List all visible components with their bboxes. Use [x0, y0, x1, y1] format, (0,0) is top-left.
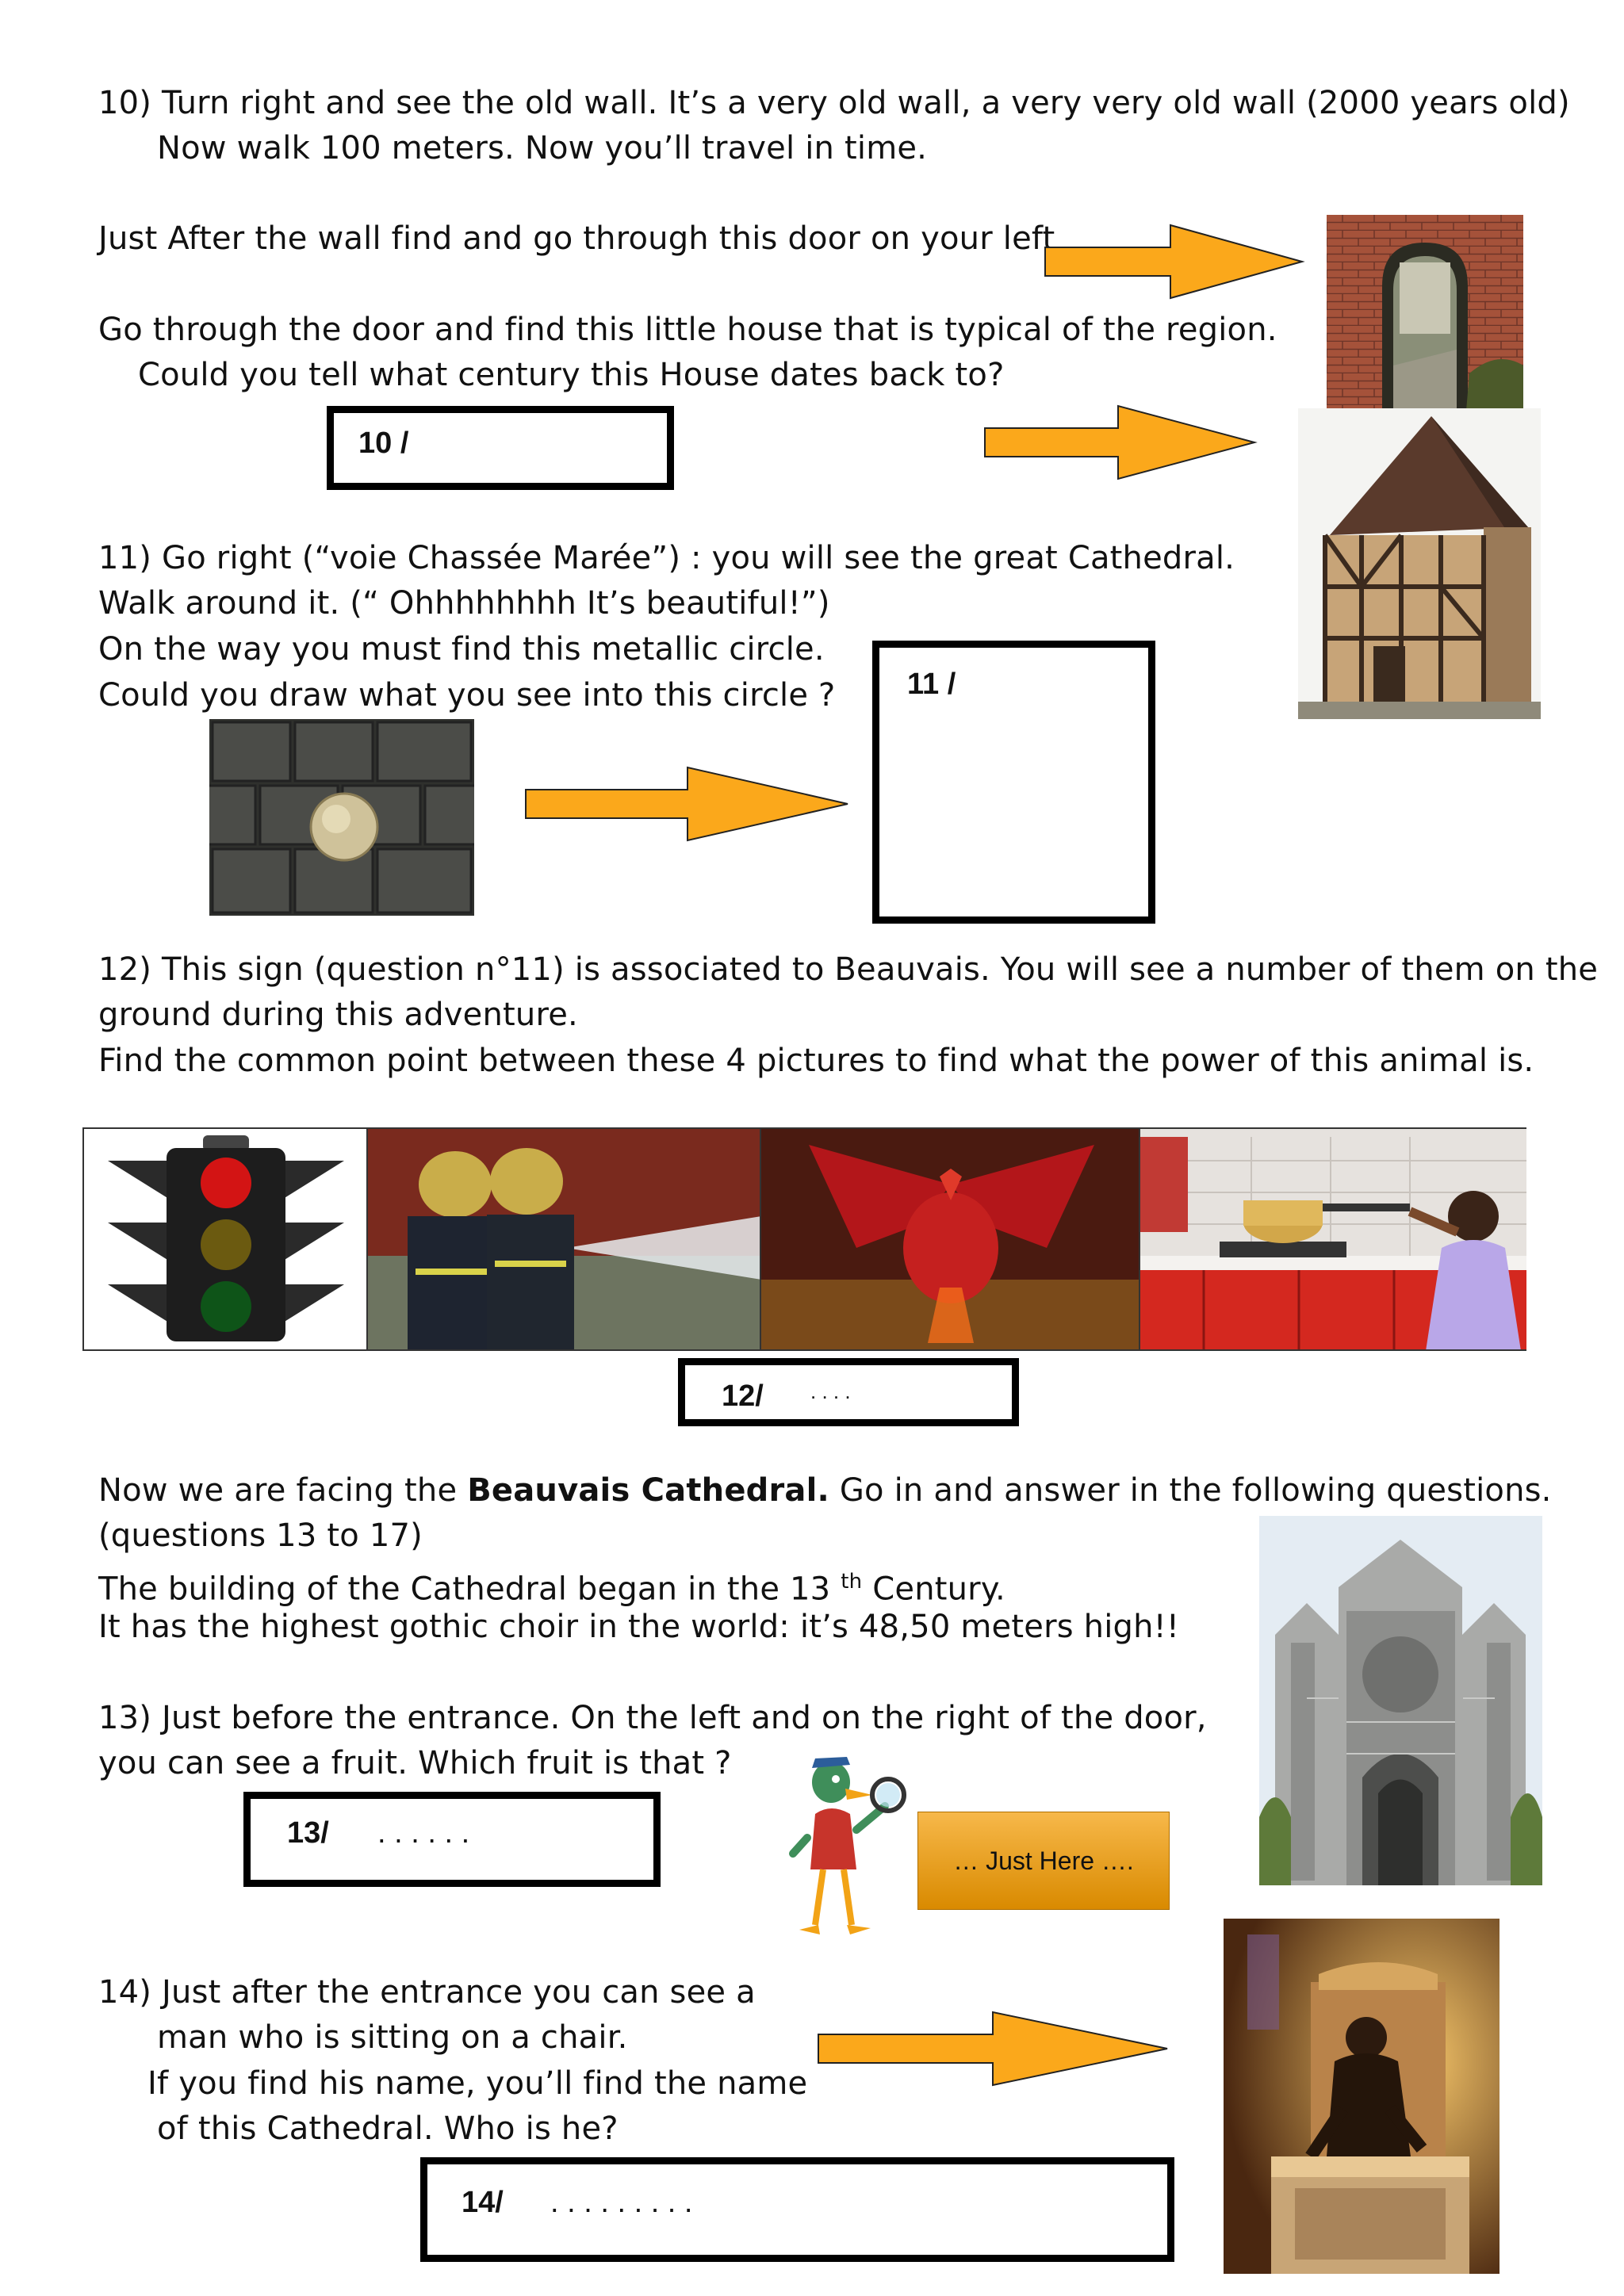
arrow-right-icon [817, 2011, 1170, 2087]
child-cooking-picture [1140, 1129, 1526, 1349]
q10-line-5: Could you tell what century this House dates back to? [138, 357, 1005, 393]
q13-line-2: you can see a fruit. Which fruit is that ? [98, 1745, 732, 1781]
q13-answer-label: 13/ [287, 1816, 329, 1850]
metallic-circle-photo [209, 719, 474, 916]
q12-answer-dots: . . . . [810, 1380, 851, 1403]
q10-line-1: 10) Turn right and see the old wall. It’s a very old wall, a very very old wall (2000 years old) [98, 85, 1570, 121]
firefighters-picture [368, 1129, 761, 1349]
q14-line-2: man who is sitting on a chair. [157, 2019, 628, 2056]
q10-line-2: Now walk 100 meters. Now you’ll travel in time. [157, 130, 928, 166]
q12-answer-label: 12/ [722, 1380, 764, 1413]
cathedral-name: Beauvais Cathedral. [467, 1472, 829, 1509]
cathedral-intro-line-2: (questions 13 to 17) [98, 1517, 423, 1554]
cathedral-facade-photo [1259, 1516, 1542, 1885]
q10-answer-label: 10 / [358, 427, 409, 460]
q12-line-3: Find the common point between these 4 pictures to find what the power of this animal is. [98, 1043, 1534, 1079]
q13-answer-dots: . . . . . . [377, 1816, 470, 1850]
arrow-right-icon [1044, 224, 1305, 300]
q14-answer-dots: . . . . . . . . . [550, 2186, 693, 2219]
q10-line-4: Go through the door and find this little house that is typical of the region. [98, 312, 1277, 348]
four-pictures-strip [82, 1127, 1526, 1351]
timbered-house-photo [1298, 408, 1541, 719]
q14-answer-box[interactable] [420, 2157, 1174, 2262]
cathedral-intro-line-4: It has the highest gothic choir in the world: it’s 48,50 meters high!! [98, 1609, 1180, 1645]
q11-line-2: Walk around it. (“ Ohhhhhhhh It’s beautiful!”) [98, 585, 830, 622]
q14-line-3: If you find his name, you’ll find the name [147, 2065, 808, 2102]
traffic-light-picture [84, 1129, 368, 1349]
q12-line-1: 12) This sign (question n°11) is associated to Beauvais. You will see a number of them on the [98, 951, 1599, 988]
cathedral-intro-line-1: Now we are facing the Beauvais Cathedral. Go in and answer in the following questions. [98, 1472, 1552, 1509]
red-dragon-picture [761, 1129, 1140, 1349]
q11-line-1: 11) Go right (“voie Chassée Marée”) : you will see the great Cathedral. [98, 540, 1235, 576]
q12-line-2: ground during this adventure. [98, 997, 578, 1033]
seated-statue-photo [1224, 1919, 1500, 2274]
brick-archway-photo [1327, 215, 1523, 411]
q14-line-1: 14) Just after the entrance you can see a [98, 1974, 756, 2011]
q11-line-3: On the way you must find this metallic circle. [98, 631, 825, 668]
q14-line-4: of this Cathedral. Who is he? [157, 2110, 619, 2147]
arrow-right-icon [983, 404, 1258, 480]
arrow-right-icon [524, 766, 851, 842]
duck-detective-icon [783, 1751, 918, 1949]
q14-answer-label: 14/ [462, 2186, 504, 2219]
q13-line-1: 13) Just before the entrance. On the left and on the right of the door, [98, 1700, 1207, 1736]
q10-line-3: Just After the wall find and go through this door on your left [98, 220, 1055, 257]
cathedral-intro-line-3: The building of the Cathedral began in the 13 $^{th}$ Century. [98, 1570, 1005, 1608]
just-here-hint: … Just Here …. [917, 1812, 1170, 1910]
q11-answer-label: 11 / [907, 668, 956, 701]
q11-line-4: Could you draw what you see into this circle ? [98, 677, 836, 714]
